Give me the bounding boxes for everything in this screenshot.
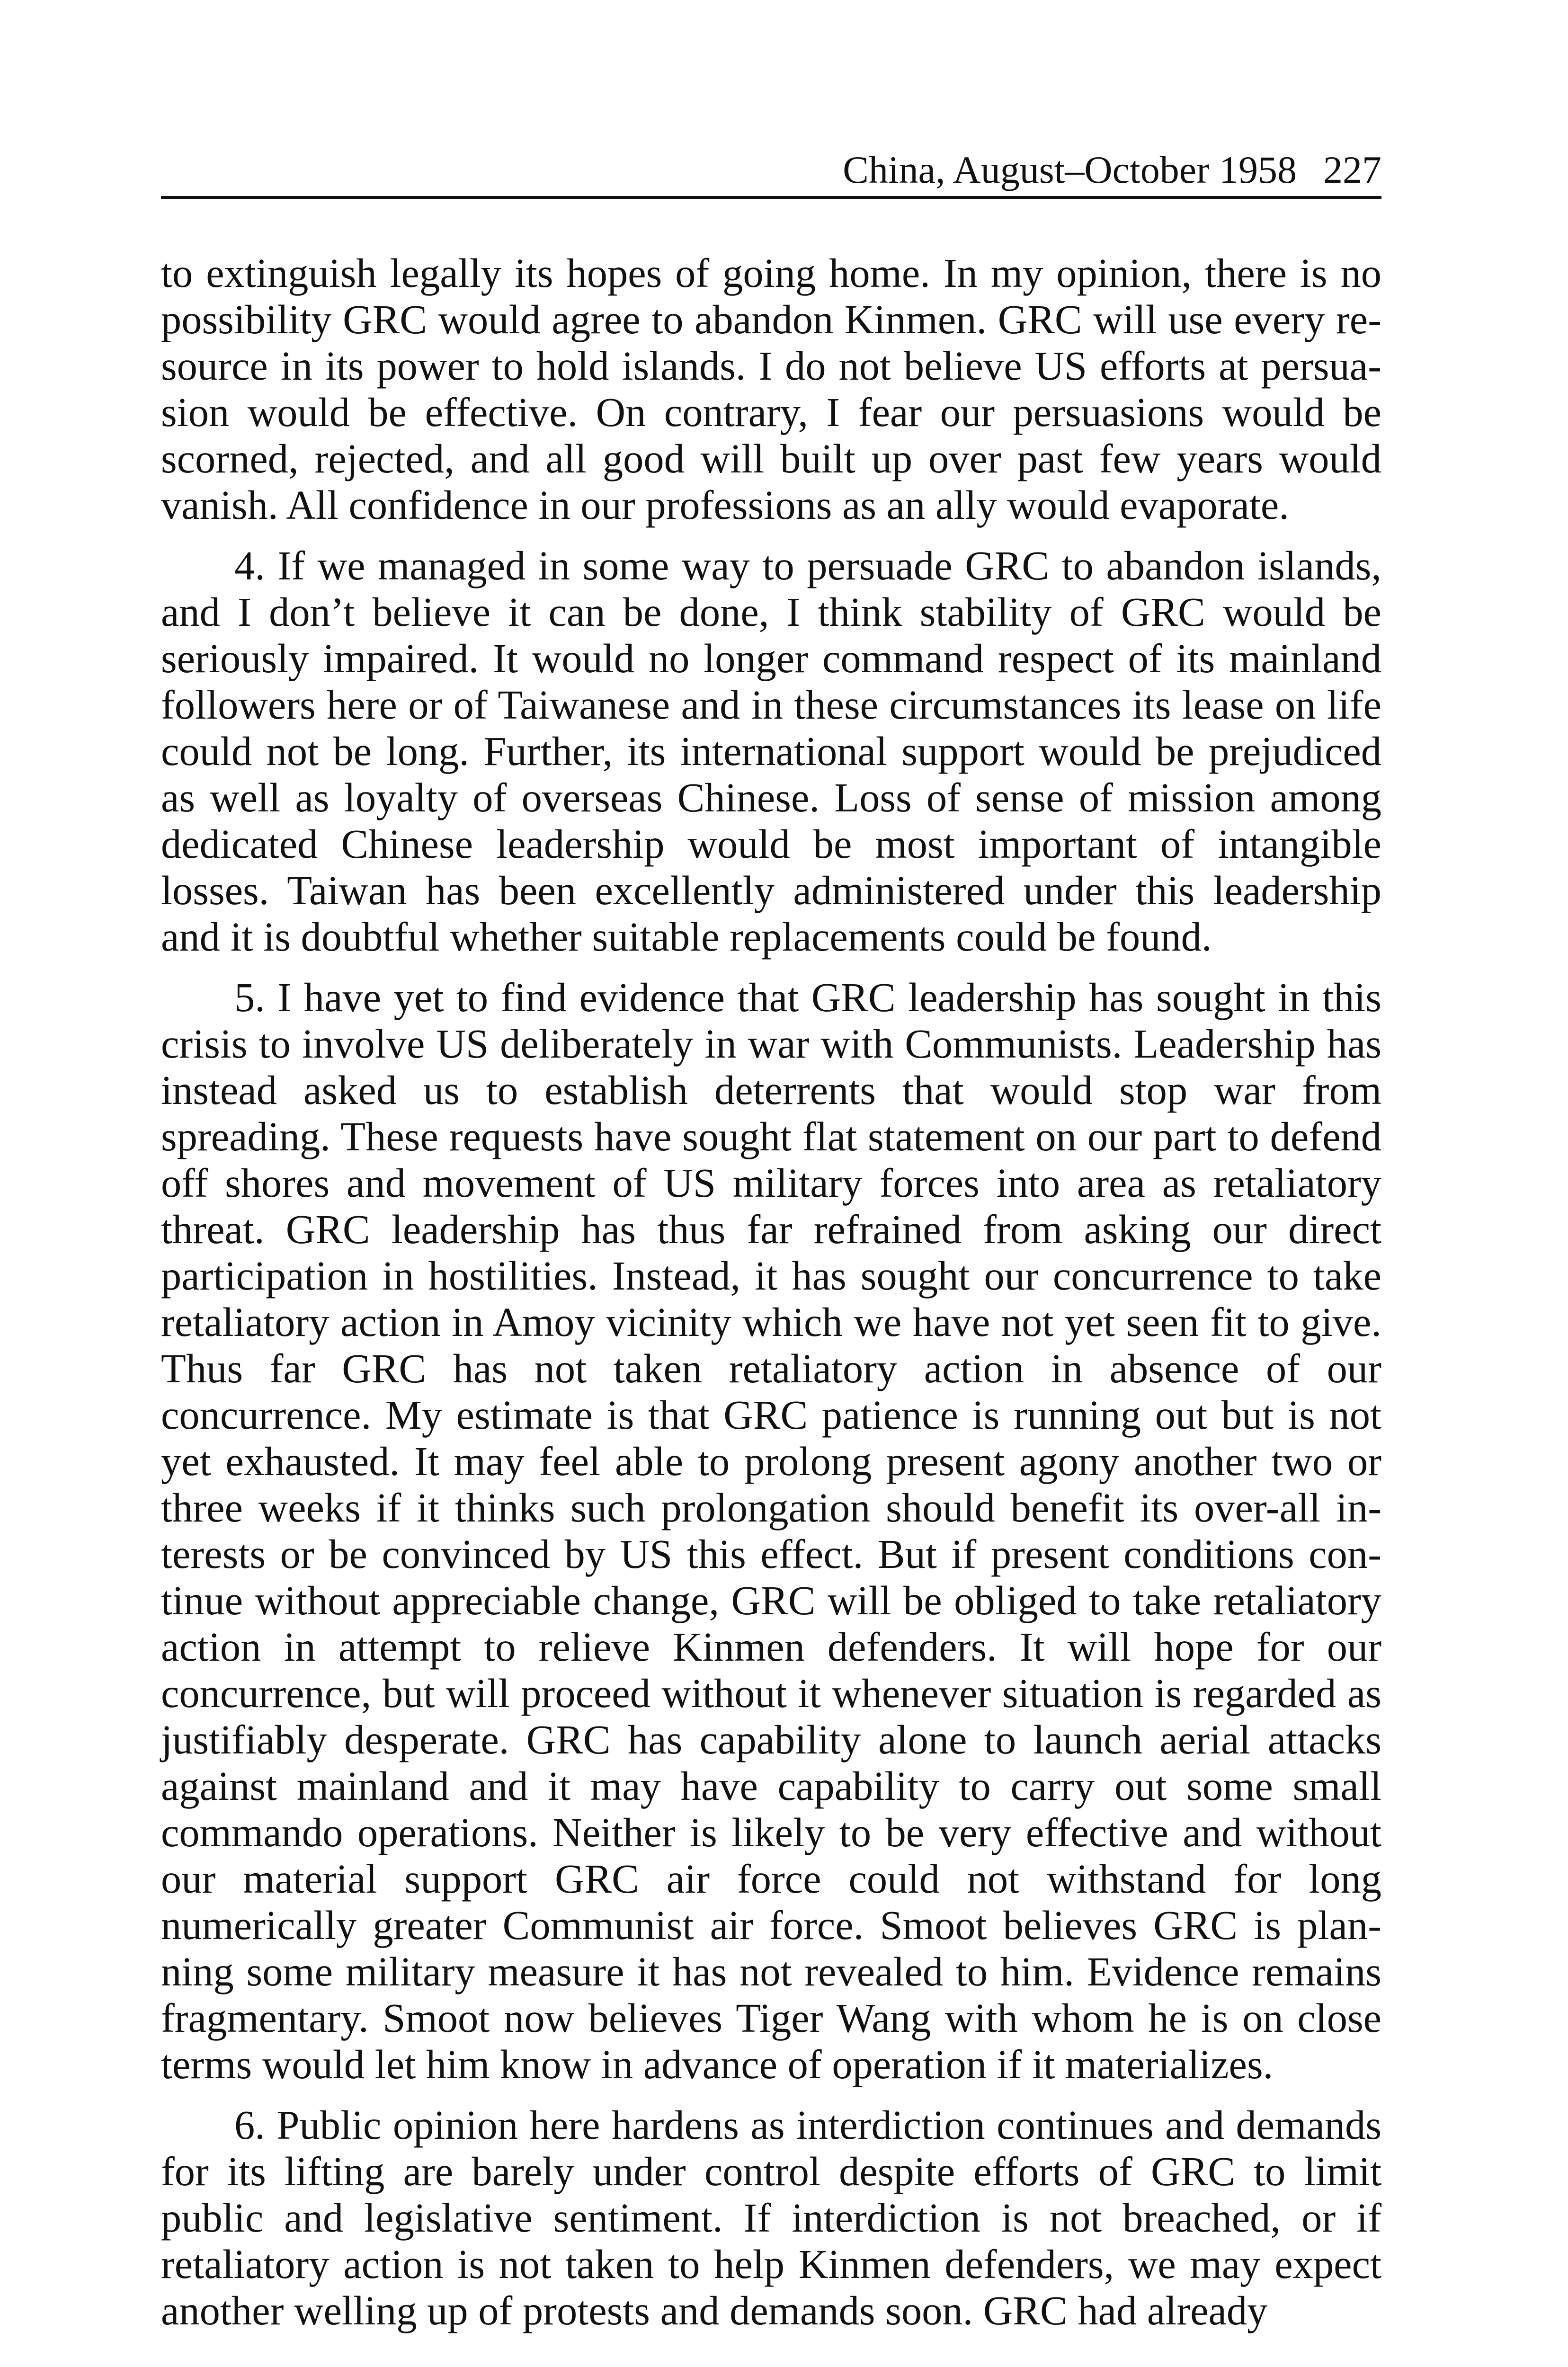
paragraph-5: 5. I have yet to find evidence that GRC leadership has sought in this crisis to involve US deliberately in war with Communists. Leadership has instead asked us to establish deterrents that would stop war from spreading. These requests have sought flat statement on our part to defend off shores and movement of US military forces into area as retaliatory threat. GRC leadership has thus far refrained from asking our direct participation in hostilities. Instead, it has sought our concurrence to take retaliatory action in Amoy vicinity which we have not yet seen fit to give. Thus far GRC has not taken retaliatory action in absence of our concurrence. My estimate is that GRC patience is running out but is not yet exhausted. It may feel able to prolong present agony another two or three weeks if it thinks such prolongation should benefit its over-all interests or be convinced by US this effect. But if present conditions continue without appreciable change, GRC will be obliged to take retaliatory action in attempt to relieve Kinmen defenders. It will hope for our concurrence, but will proceed without it whenever situation is regarded as justifiably desperate. GRC has capability alone to launch aerial attacks against mainland and it may have capability to carry out some small commando operations. Neither is likely to be very effective and without our material support GRC air force could not withstand for long numerically greater Communist air force. Smoot believes GRC is planning some military measure it has not revealed to him. Evidence remains fragmentary. Smoot now believes Tiger Wang with whom he is on close terms would let him know in advance of operation if it materializes.: [161, 975, 1381, 2087]
running-head-text: [843, 148, 1381, 191]
running-title: China, August–October 1958: [843, 148, 1297, 191]
body-text: [161, 250, 1381, 2334]
paragraph-6: 6. Public opinion here hardens as interdiction continues and demands for its lifting are barely under control despite efforts of GRC to limit public and legislative sentiment. If interdiction is not breached, or if retaliatory action is not taken to help Kinmen defenders, we may expect another welling up of protests and demands soon. GRC had already: [161, 2102, 1381, 2333]
page-number: 227: [1323, 148, 1381, 191]
paragraph-continuation: to extinguish legally its hopes of going home. In my opinion, there is no possibility GRC would agree to abandon Kinmen. GRC will use every resource in its power to hold islands. I do not believe US efforts at persuasion would be effective. On contrary, I fear our persuasions would be scorned, rejected, and all good will built up over past few years would vanish. All confidence in our professions as an ally would evaporate.: [161, 250, 1381, 528]
paragraph-4: 4. If we managed in some way to persuade GRC to abandon islands, and I don’t believe it can be done, I think stability of GRC would be seriously impaired. It would no longer command respect of its mainland followers here or of Taiwanese and in these circumstances its lease on life could not be long. Further, its international support would be prejudiced as well as loyalty of overseas Chinese. Loss of sense of mission among dedicated Chinese leadership would be most important of intangible losses. Taiwan has been excellently administered under this leadership and it is doubtful whether suitable replacements could be found.: [161, 543, 1381, 960]
running-head: [161, 142, 1381, 199]
